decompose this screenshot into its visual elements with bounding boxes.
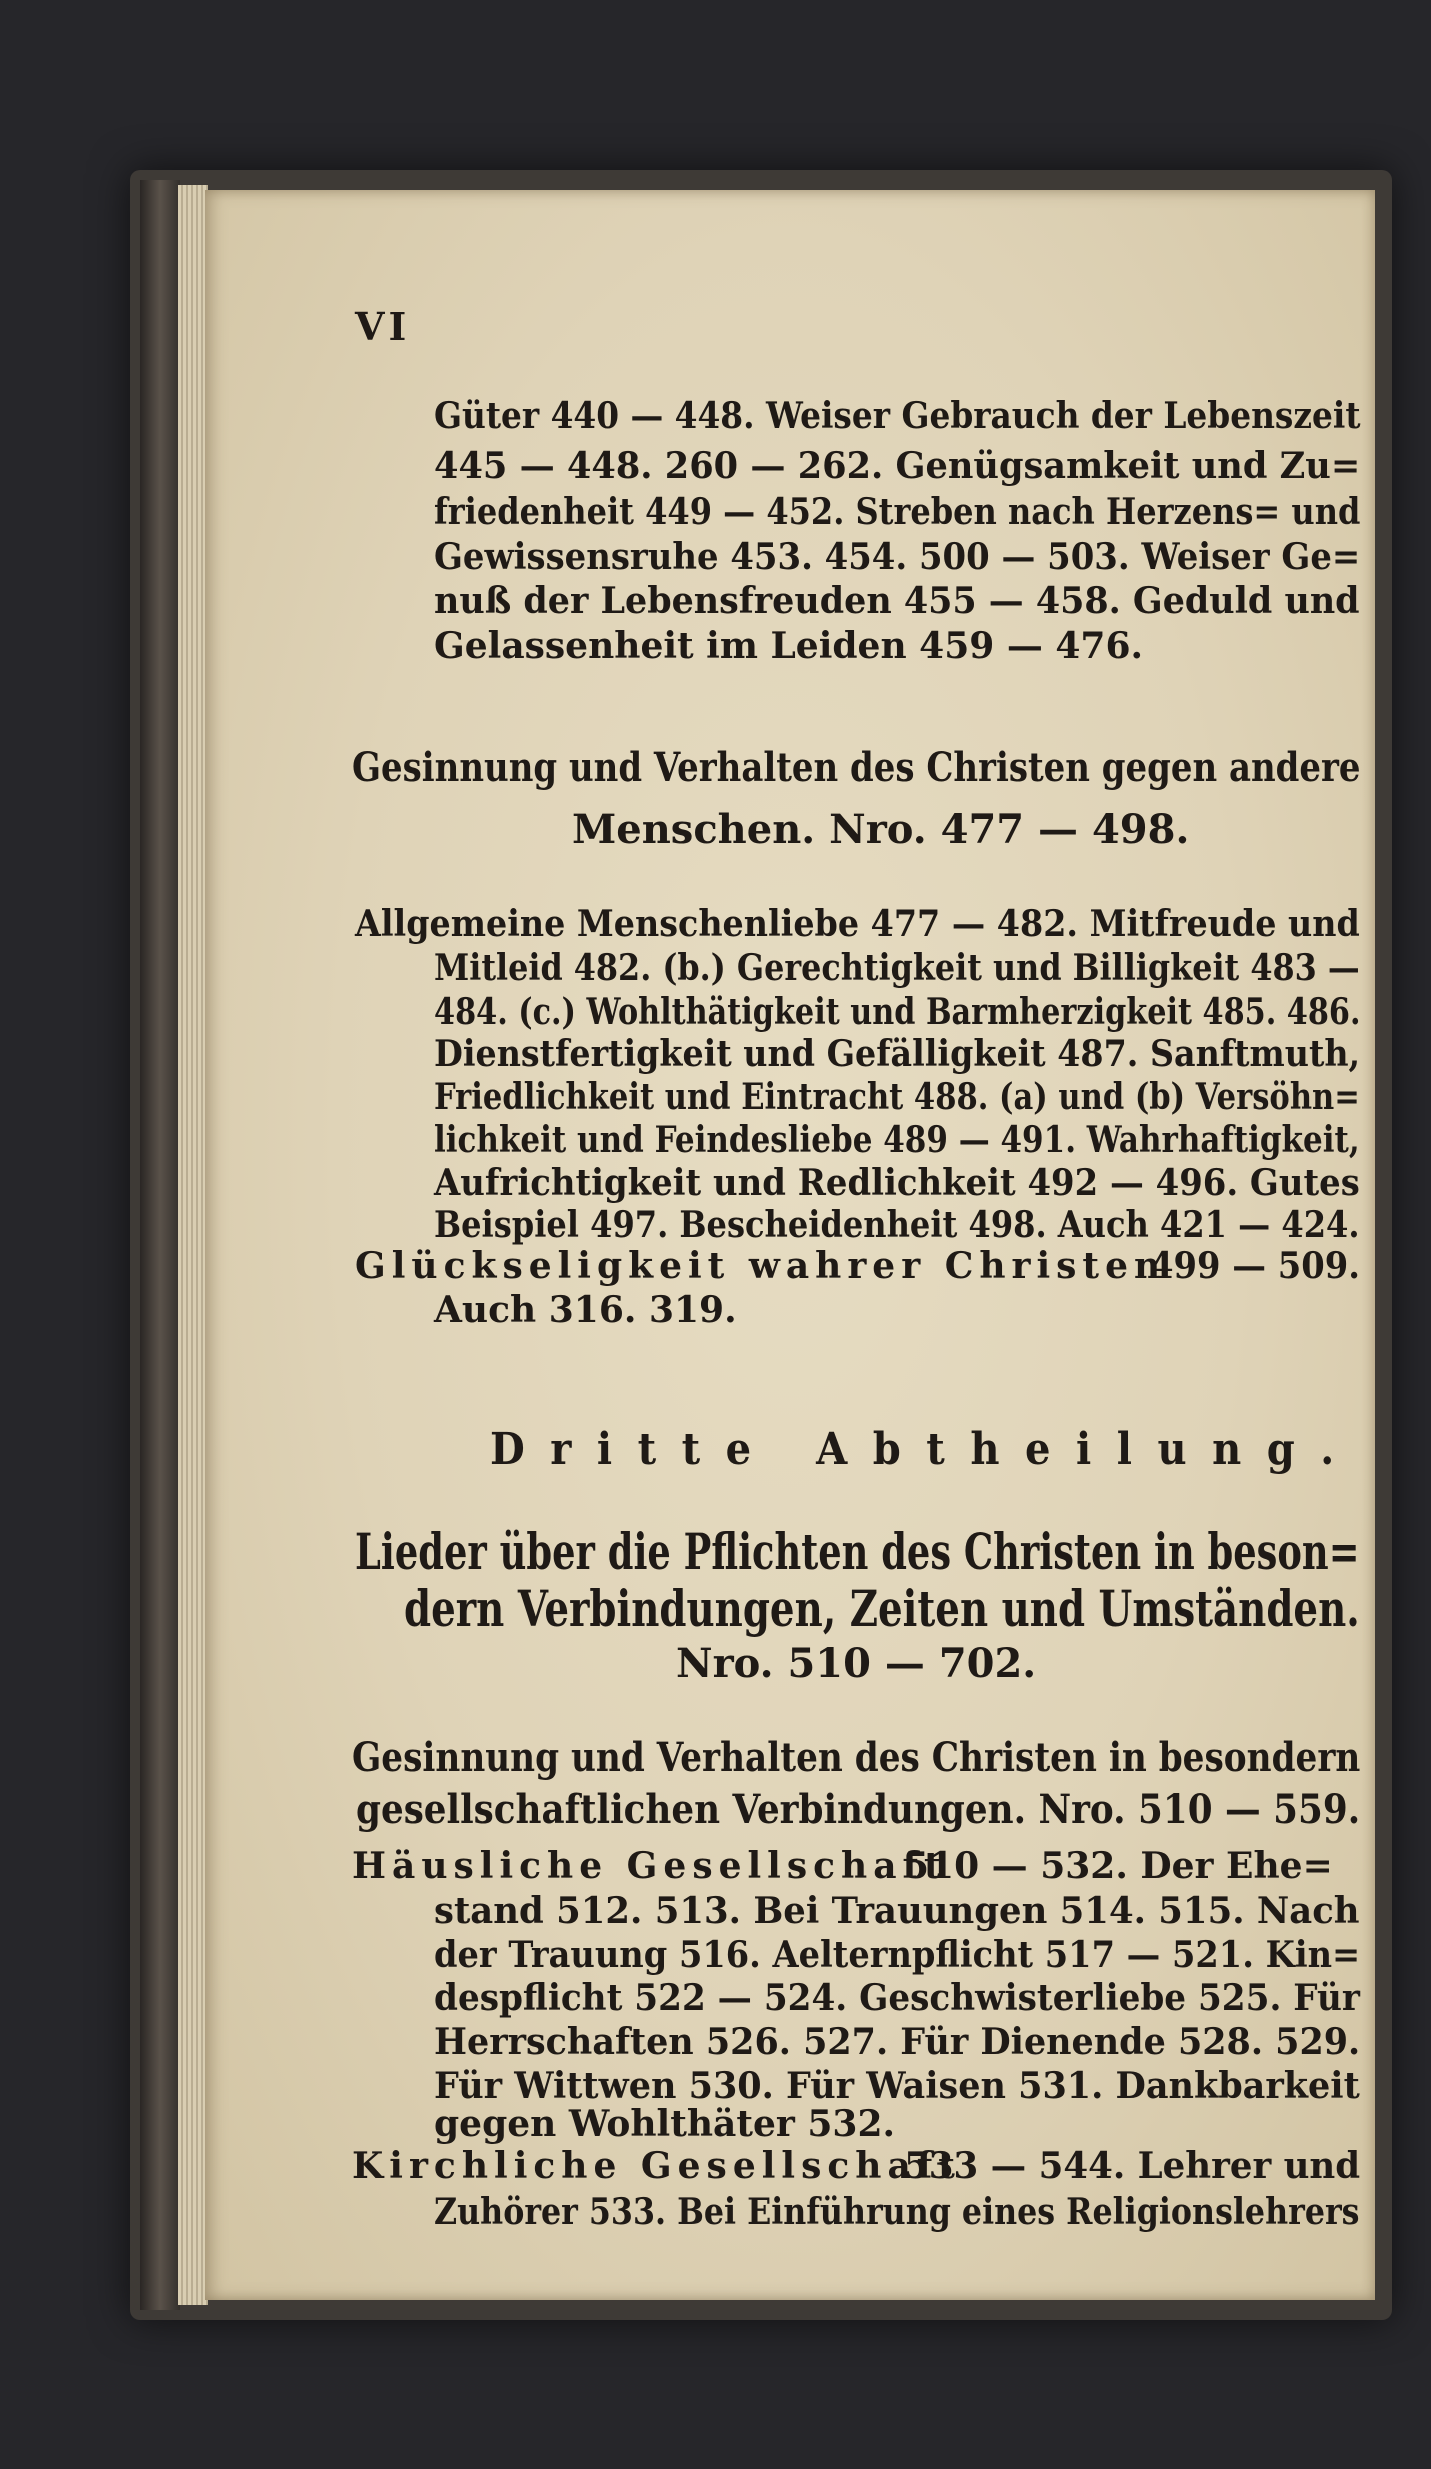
page-number: VI [355, 304, 411, 349]
spaced-entry-label: Kirchliche Gesellschaft [352, 2145, 961, 2187]
text-line: Friedlichkeit und Eintracht 488. (a) und (b) Versöhn= [434, 1076, 1360, 1118]
text-line: friedenheit 449 — 452. Streben nach Herzens= und [434, 491, 1361, 533]
text-line: stand 512. 513. Bei Trauungen 514. 515. Nach [434, 1890, 1360, 1932]
text-line: 533 — 544. Lehrer und [904, 2145, 1361, 2187]
division-subtitle: Lieder über die Pflichten des Christen in beson= [355, 1522, 1360, 1581]
division-subtitle: Nro. 510 — 702. [676, 1640, 1037, 1687]
division-title: Dritte Abtheilung. [490, 1424, 1360, 1475]
text-line: Dienstfertigkeit und Gefälligkeit 487. Sanftmuth, [434, 1033, 1361, 1075]
text-line: Allgemeine Menschenliebe 477 — 482. Mitfreude und [355, 903, 1360, 945]
section-heading: Gesinnung und Verhalten des Christen gegen andere [352, 744, 1361, 791]
text-line: lichkeit und Feindesliebe 489 — 491. Wahrhaftigkeit, [434, 1119, 1360, 1161]
text-line: Auch 316. 319. [434, 1289, 737, 1331]
text-line: nuß der Lebensfreuden 455 — 458. Geduld und [434, 580, 1360, 622]
text-line: Zuhörer 533. Bei Einführung eines Religionslehrers [434, 2191, 1360, 2233]
text-line: gegen Wohlthäter 532. [434, 2103, 896, 2145]
book-spine [140, 180, 180, 2310]
text-line: Beispiel 497. Bescheidenheit 498. Auch 421 — 424. [434, 1204, 1360, 1246]
section-heading: Menschen. Nro. 477 — 498. [572, 806, 1190, 853]
text-line: Herrschaften 526. 527. Für Dienende 528. 529. [434, 2021, 1361, 2063]
text-line: 484. (c.) Wohlthätigkeit und Barmherzigkeit 485. 486. [434, 991, 1361, 1033]
text-line: 445 — 448. 260 — 262. Genügsamkeit und Zu= [434, 445, 1361, 487]
section-heading: gesellschaftlichen Verbindungen. Nro. 510 — 559. [356, 1786, 1361, 1833]
text-line: Gelassenheit im Leiden 459 — 476. [434, 625, 1144, 667]
spaced-entry-label: Glückseligkeit wahrer Christen [355, 1245, 1167, 1287]
division-subtitle: dern Verbindungen, Zeiten und Umständen. [404, 1579, 1360, 1638]
text-line: der Trauung 516. Aelternpflicht 517 — 521. Kin= [434, 1934, 1361, 1976]
text-line: 510 — 532. Der Ehe= [904, 1845, 1333, 1887]
section-heading: Gesinnung und Verhalten des Christen in besondern [352, 1734, 1361, 1781]
text-line: Für Wittwen 530. Für Waisen 531. Dankbarkeit [434, 2065, 1360, 2107]
text-line: despflicht 522 — 524. Geschwisterliebe 525. Für [434, 1977, 1360, 2019]
text-line: Aufrichtigkeit und Redlichkeit 492 — 496. Gutes [434, 1162, 1360, 1204]
spaced-entry-label: Häusliche Gesellschaft [352, 1845, 947, 1887]
page-edges [178, 185, 208, 2305]
text-line: Gewissensruhe 453. 454. 500 — 503. Weiser Ge= [434, 536, 1361, 578]
text-line: 499 — 509. [1150, 1245, 1361, 1287]
text-line: Güter 440 — 448. Weiser Gebrauch der Lebenszeit [434, 395, 1361, 437]
text-line: Mitleid 482. (b.) Gerechtigkeit und Billigkeit 483 — [434, 947, 1360, 989]
